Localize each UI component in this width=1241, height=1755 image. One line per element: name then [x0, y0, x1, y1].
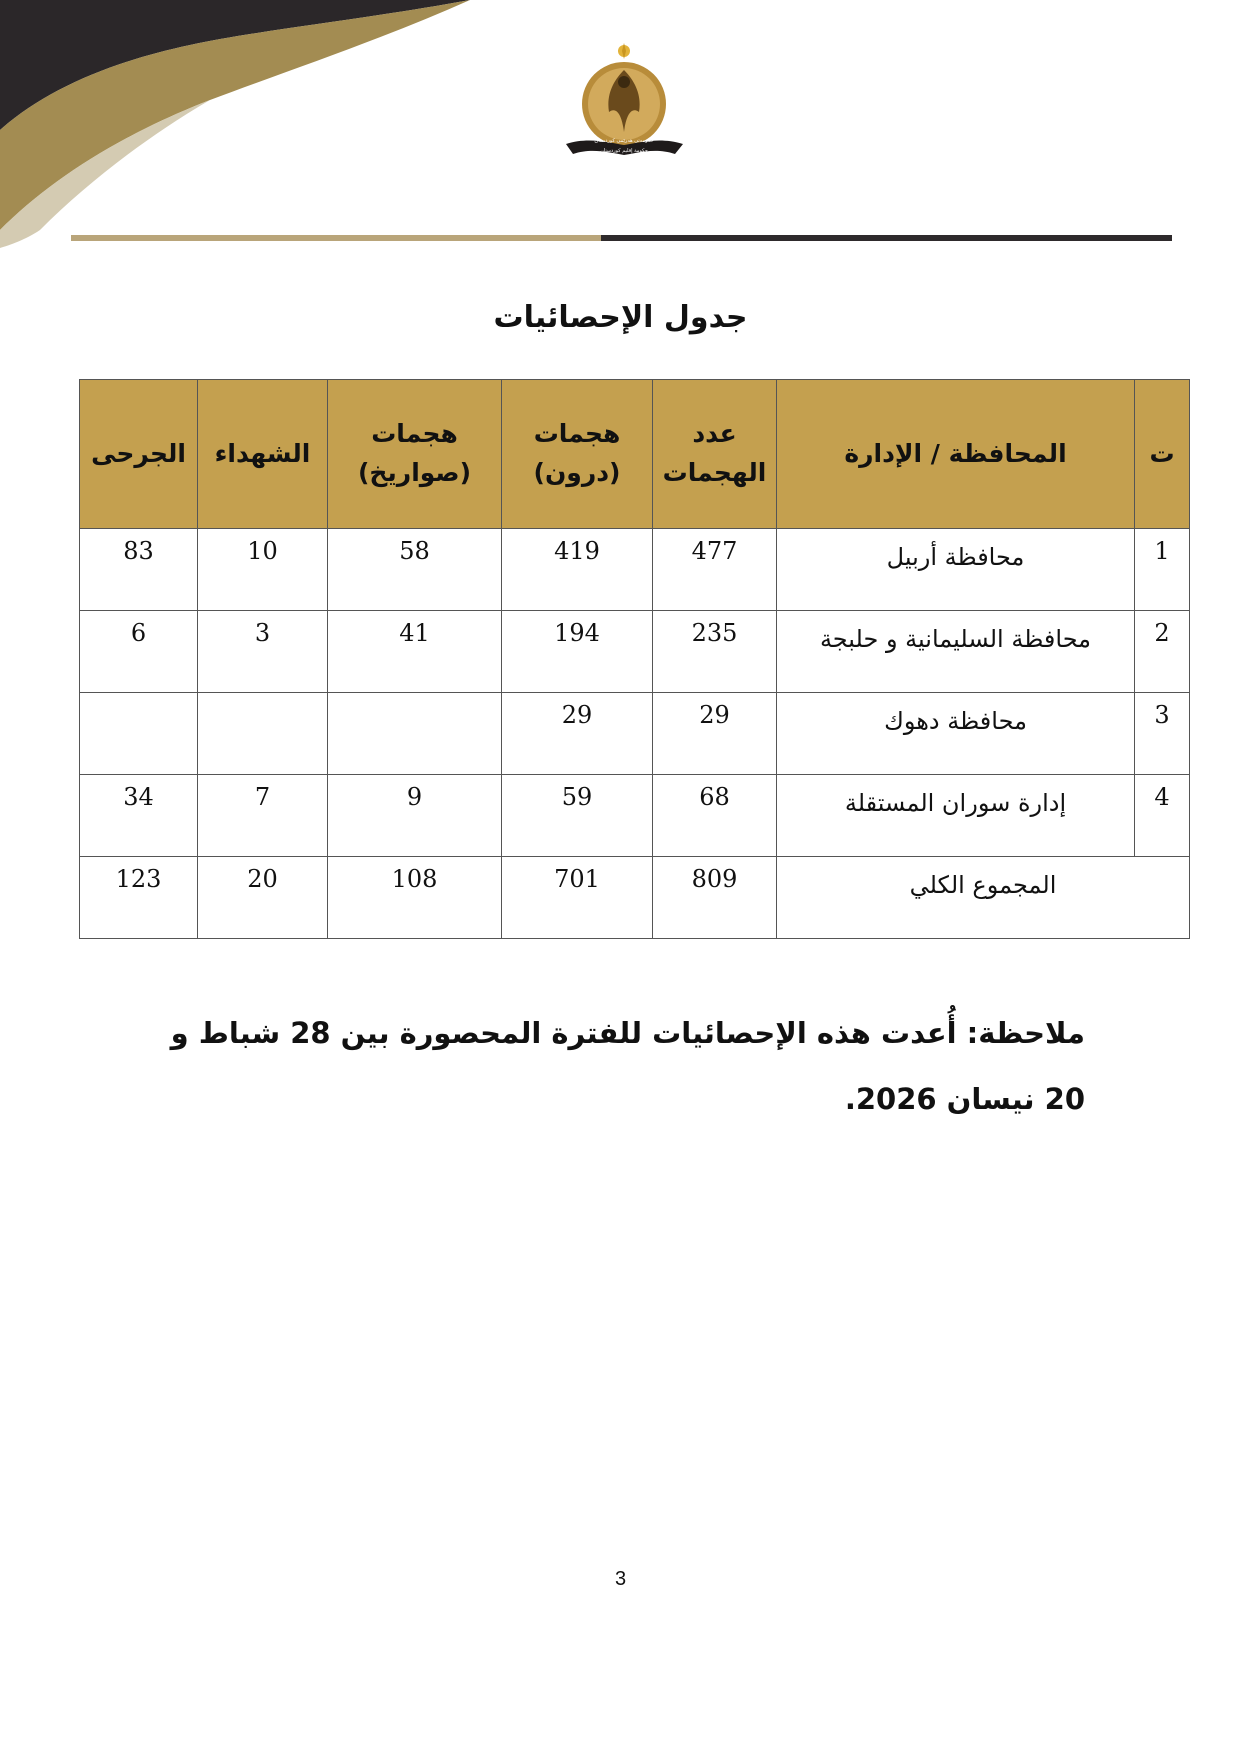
row-missiles: 41 [328, 611, 502, 693]
row-drones: 194 [502, 611, 653, 693]
table-row [80, 529, 1190, 611]
total-attacks: 809 [653, 857, 777, 939]
row-attacks: 68 [653, 775, 777, 857]
note-paragraph: ملاحظة: أُعدت هذه الإحصائيات للفترة المحصورة بين 28 شباط و 20 نيسان 2026. [170, 1016, 1085, 1116]
row-wounded [80, 693, 198, 775]
row-name: محافظة أربيل [777, 529, 1135, 611]
header-divider-dark [601, 235, 1172, 241]
row-missiles [328, 693, 502, 775]
row-martyrs: 7 [198, 775, 328, 857]
statistics-table [79, 379, 1190, 939]
table-row [80, 775, 1190, 857]
decorative-corner-swoosh [0, 0, 470, 250]
row-missiles: 9 [328, 775, 502, 857]
row-no: 4 [1135, 775, 1190, 857]
row-no: 2 [1135, 611, 1190, 693]
row-drones: 59 [502, 775, 653, 857]
table-header-row [80, 380, 1190, 529]
row-drones: 29 [502, 693, 653, 775]
total-label: المجموع الكلي [777, 857, 1190, 939]
row-missiles: 58 [328, 529, 502, 611]
header-missile-attacks: هجمات (صواريخ) [328, 380, 502, 529]
row-wounded: 83 [80, 529, 198, 611]
header-divider-gold [71, 235, 601, 241]
row-no: 1 [1135, 529, 1190, 611]
svg-text:حکومەتی هەرێمی کوردستان: حکومەتی هەرێمی کوردستان [594, 138, 654, 144]
page-number: 3 [614, 1568, 627, 1590]
row-attacks: 29 [653, 693, 777, 775]
table-total-row [80, 857, 1190, 939]
total-martyrs: 20 [198, 857, 328, 939]
kurdistan-emblem [562, 42, 687, 162]
row-wounded: 34 [80, 775, 198, 857]
row-attacks: 235 [653, 611, 777, 693]
total-wounded: 123 [80, 857, 198, 939]
header-wounded: الجرحى [80, 380, 198, 529]
header-no: ت [1135, 380, 1190, 529]
header-martyrs: الشهداء [198, 380, 328, 529]
row-name: إدارة سوران المستقلة [777, 775, 1135, 857]
total-missiles: 108 [328, 857, 502, 939]
table-row [80, 611, 1190, 693]
row-name: محافظة السليمانية و حلبجة [777, 611, 1135, 693]
row-attacks: 477 [653, 529, 777, 611]
row-drones: 419 [502, 529, 653, 611]
table-row [80, 693, 1190, 775]
header-drone-attacks: هجمات (درون) [502, 380, 653, 529]
row-name: محافظة دهوك [777, 693, 1135, 775]
row-martyrs [198, 693, 328, 775]
row-martyrs: 3 [198, 611, 328, 693]
row-no: 3 [1135, 693, 1190, 775]
svg-text:حكومة إقليم كوردستان: حكومة إقليم كوردستان [600, 148, 648, 154]
total-drones: 701 [502, 857, 653, 939]
header-divider [71, 235, 1172, 241]
header-attacks: عدد الهجمات [653, 380, 777, 529]
header-governorate: المحافظة / الإدارة [777, 380, 1135, 529]
row-wounded: 6 [80, 611, 198, 693]
row-martyrs: 10 [198, 529, 328, 611]
page-title: جدول الإحصائيات [493, 300, 748, 335]
